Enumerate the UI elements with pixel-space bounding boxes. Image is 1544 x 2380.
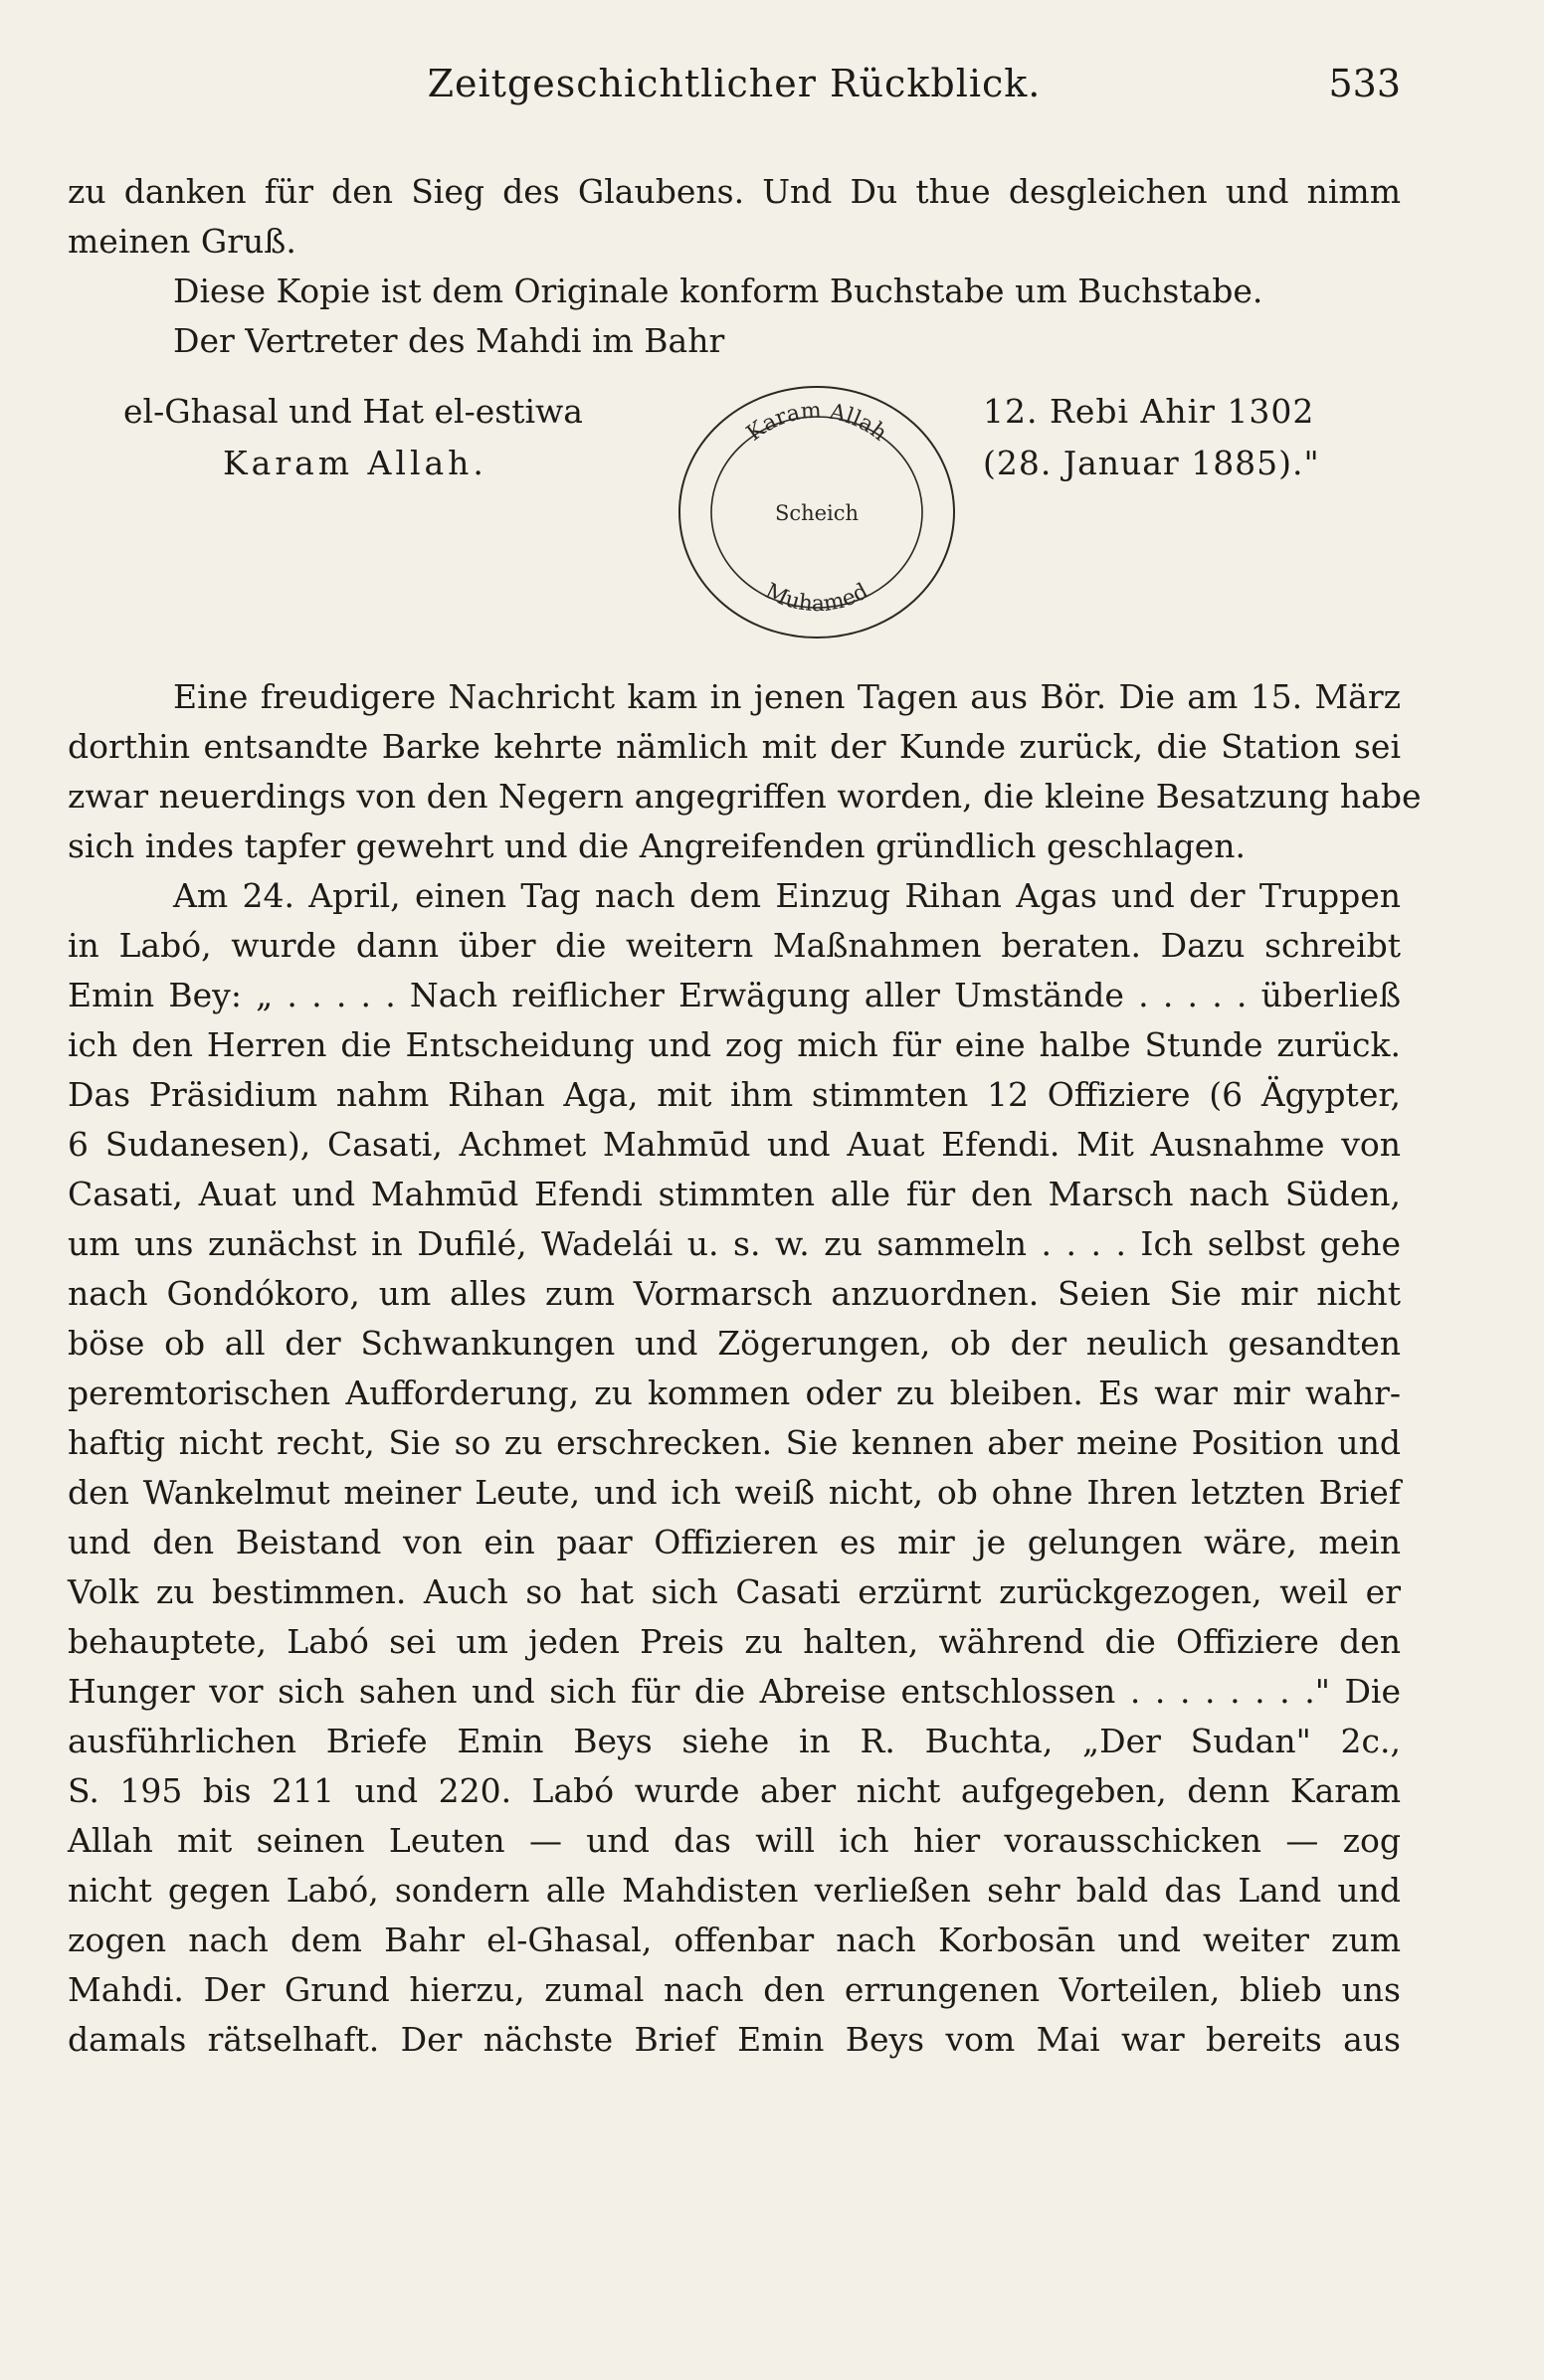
text-line: nach Gondókoro, um alles zum Vormarsch anzuordnen. Seien Sie mir nicht: [68, 1274, 1401, 1313]
text-line: behauptete, Labó sei um jeden Preis zu halten, während die Offiziere den: [68, 1622, 1401, 1661]
signature-area: [68, 386, 1401, 654]
signature-right: [983, 386, 1401, 489]
text-line: Allah mit seinen Leuten — und das will ich hier vorausschicken — zog: [68, 1821, 1401, 1860]
text-line: Das Präsidium nahm Rihan Aga, mit ihm stimmten 12 Offiziere (6 Ägypter,: [68, 1075, 1401, 1114]
signature-left: [123, 386, 680, 489]
seal-stamp: [675, 382, 959, 642]
text-line: Casati, Auat und Mahmūd Efendi stimmten alle für den Marsch nach Süden,: [68, 1175, 1401, 1213]
text-line: in Labó, wurde dann über die weitern Maßnahmen beraten. Dazu schreibt: [68, 926, 1401, 965]
text-line: ausführlichen Briefe Emin Beys siehe in R. Buchta, „Der Sudan" 2c.,: [68, 1722, 1401, 1760]
text-line: Am 24. April, einen Tag nach dem Einzug Rihan Agas und der Truppen: [173, 876, 1401, 915]
text-line: den Wankelmut meiner Leute, und ich weiß nicht, ob ohne Ihren letzten Brief: [68, 1473, 1401, 1512]
running-head: Zeitgeschichtlicher Rückblick.: [427, 62, 1042, 105]
text-line: Hunger vor sich sahen und sich für die Abreise entschlossen . . . . . . . ." Die: [68, 1672, 1401, 1711]
text-line: S. 195 bis 211 und 220. Labó wurde aber nicht aufgegeben, denn Karam: [68, 1771, 1401, 1810]
text-line: um uns zunächst in Dufilé, Wadelái u. s. w. zu sammeln . . . . Ich selbst gehe: [68, 1224, 1401, 1263]
text-line: ich den Herren die Entscheidung und zog mich für eine halbe Stunde zurück.: [68, 1025, 1401, 1064]
text-line: 6 Sudanesen), Casati, Achmet Mahmūd und Auat Efendi. Mit Ausnahme von: [68, 1125, 1401, 1164]
signature-date-gregorian: (28. Januar 1885).": [983, 444, 1320, 482]
text-line: zogen nach dem Bahr el-Ghasal, offenbar nach Korbosān und weiter zum: [68, 1921, 1401, 1959]
page-number: 533: [1328, 62, 1401, 105]
text-line: nicht gegen Labó, sondern alle Mahdisten verließen sehr bald das Land und: [68, 1871, 1401, 1910]
text-line: Eine freudigere Nachricht kam in jenen Tagen aus Bör. Die am 15. März: [173, 677, 1401, 716]
signature-title: el-Ghasal und Hat el-estiwa: [123, 392, 583, 431]
text-line: damals rätselhaft. Der nächste Brief Emin Beys vom Mai war bereits aus: [68, 2020, 1401, 2059]
text-line: Volk zu bestimmen. Auch so hat sich Casati erzürnt zurückgezogen, weil er: [68, 1572, 1401, 1611]
signature-heading: Der Vertreter des Mahdi im Bahr: [173, 321, 725, 360]
page-header: [68, 62, 1401, 121]
seal-center-text: Scheich: [774, 501, 860, 525]
text-line: zwar neuerdings von den Negern angegriffen worden, die kleine Besatzung habe: [68, 777, 1422, 816]
seal-bottom-text: Muhamed: [761, 579, 873, 618]
seal-top-text: Karam Allah: [742, 398, 892, 447]
text-line: peremtorischen Aufforderung, zu kommen oder zu bleiben. Es war mir wahr-: [68, 1373, 1401, 1412]
signature-date-hijri: 12. Rebi Ahir 1302: [983, 392, 1315, 431]
letter-end-block: [68, 167, 1401, 366]
text-line: und den Beistand von ein paar Offizieren es mir je gelungen wäre, mein: [68, 1523, 1401, 1561]
copy-note: Diese Kopie ist dem Originale konform Buchstabe um Buchstabe.: [173, 272, 1263, 310]
text-line: zu danken für den Sieg des Glaubens. Und Du thue desgleichen und nimm: [68, 172, 1401, 211]
text-line: haftig nicht recht, Sie so zu erschrecken. Sie kennen aber meine Position und: [68, 1423, 1401, 1462]
body-text-block: [68, 672, 1422, 2065]
text-line: sich indes tapfer gewehrt und die Angreifenden gründlich geschlagen.: [68, 826, 1246, 865]
text-line: meinen Gruß.: [68, 222, 296, 261]
text-line: Mahdi. Der Grund hierzu, zumal nach den errungenen Vorteilen, blieb uns: [68, 1970, 1401, 2009]
text-line: dorthin entsandte Barke kehrte nämlich mit der Kunde zurück, die Station sei: [68, 727, 1401, 766]
text-line: Emin Bey: „ . . . . . Nach reiflicher Erwägung aller Umstände . . . . . überließ: [68, 976, 1401, 1014]
signature-name: Karam Allah.: [223, 444, 487, 482]
text-line: böse ob all der Schwankungen und Zögerungen, ob der neulich gesandten: [68, 1324, 1401, 1363]
